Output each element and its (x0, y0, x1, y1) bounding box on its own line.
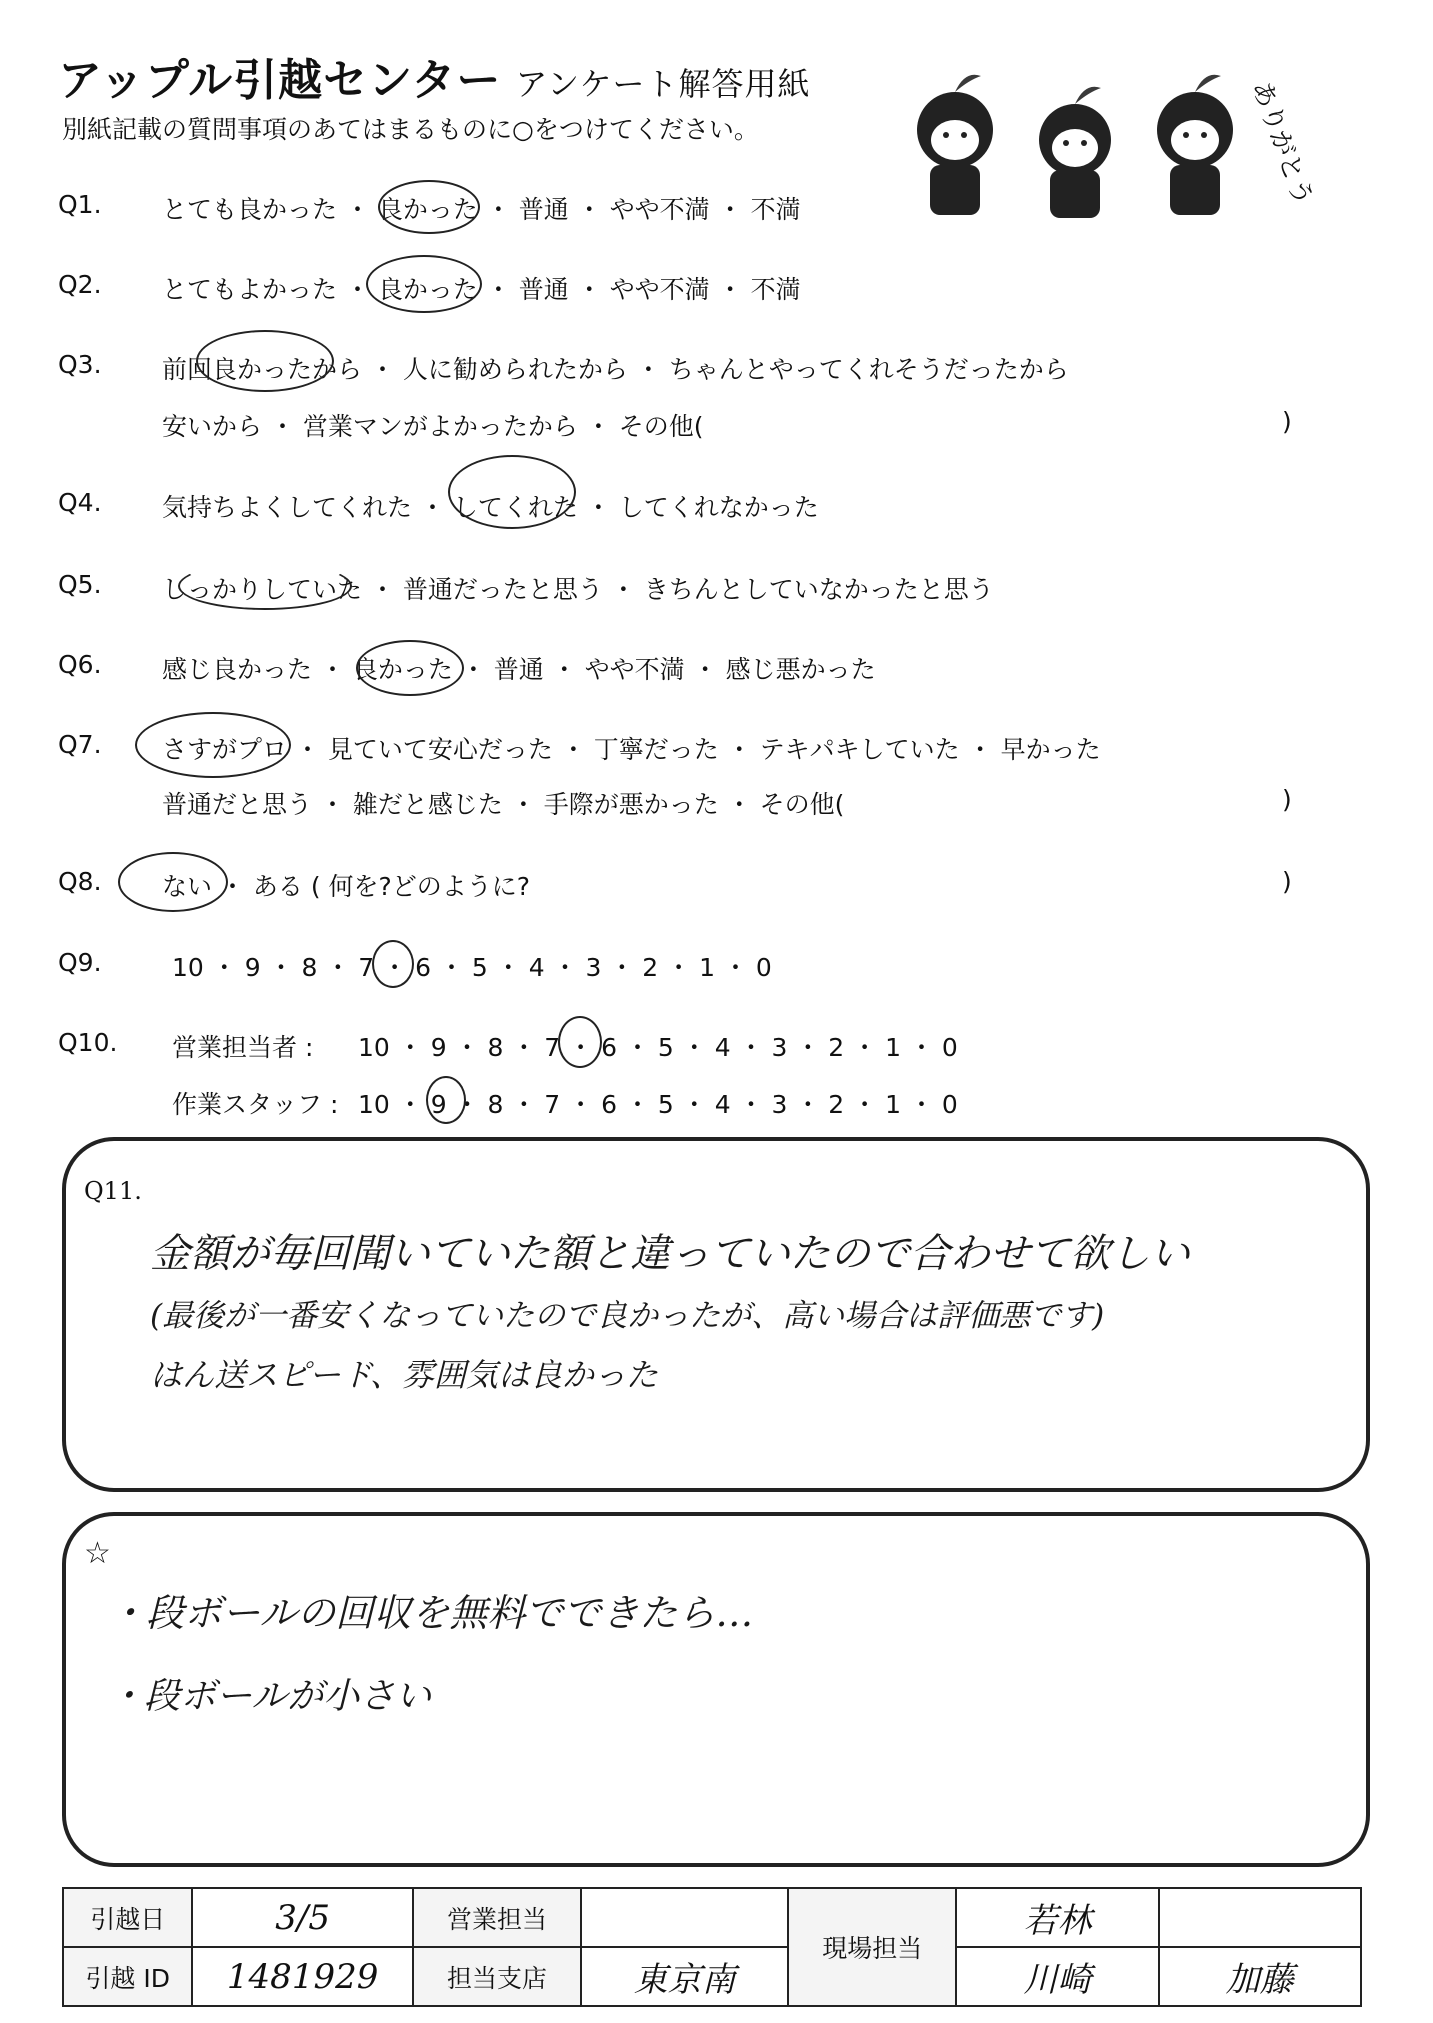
sales-staff-label: 営業担当 (413, 1888, 581, 1947)
q8-selected-circle (118, 852, 228, 912)
q1-number: Q1. (58, 190, 102, 219)
q7-selected-circle (135, 712, 291, 778)
branch-label: 担当支店 (413, 1947, 581, 2006)
q2-options: とてもよかった ・ 良かった ・ 普通 ・ やや不満 ・ 不満 (162, 275, 801, 304)
sales-staff-value (581, 1888, 788, 1947)
q9-selected-circle (372, 940, 414, 988)
q11-handwritten-line2: (最後が一番安くなっていたので良かったが、高い場合は評価悪です) (150, 1298, 1105, 1334)
q1-selected-circle (378, 180, 480, 234)
q11-label: Q11. (84, 1177, 142, 1205)
move-id-value: 1481929 (192, 1947, 412, 2006)
move-id-label: 引越 ID (63, 1947, 192, 2006)
q3-close-paren: ) (1282, 407, 1292, 436)
q10-number: Q10. (58, 1028, 118, 1057)
branch-value: 東京南 (581, 1947, 788, 2006)
q3-options-line2: 安いから ・ 営業マンがよかったから ・ その他( (162, 412, 704, 441)
q6-options: 感じ良かった ・ 良かった ・ 普通 ・ やや不満 ・ 感じ悪かった (162, 655, 876, 684)
q3-selected-circle (196, 330, 334, 392)
q6-selected-circle (356, 640, 464, 696)
field-staff-3: 加藤 (1159, 1947, 1361, 2006)
q8-options: ない ・ ある ( 何を?どのように? (162, 872, 531, 901)
q1-options: とても良かった ・ 良かった ・ 普通 ・ やや不満 ・ 不満 (162, 195, 801, 224)
footer-info-table (62, 1887, 1362, 2007)
instruction-text: 別紙記載の質問事項のあてはまるものに○をつけてください。 (62, 115, 759, 144)
field-staff-label: 現場担当 (788, 1888, 956, 2006)
q2-number: Q2. (58, 270, 102, 299)
q11-handwritten-line1: 金額が毎回聞いていた額と違っていたので合わせて欲しい (150, 1231, 1190, 1277)
q5-selected-underline (178, 562, 352, 610)
q9-number: Q9. (58, 948, 102, 977)
form-title: アップル引越センター アンケート解答用紙 (58, 55, 811, 106)
star-icon: ☆ (84, 1536, 111, 1571)
form-subtitle: アンケート解答用紙 (515, 65, 811, 103)
q10-staff-selected-circle (426, 1076, 466, 1124)
q3-number: Q3. (58, 350, 102, 379)
q4-number: Q4. (58, 488, 102, 517)
mascot-thanks-text: ありがとう (1245, 77, 1319, 210)
q11-handwritten-line3: はん送スピード、雰囲気は良かった (150, 1356, 658, 1394)
q5-number: Q5. (58, 570, 102, 599)
q10-sales-selected-circle (558, 1016, 602, 1068)
move-date-label: 引越日 (63, 1888, 192, 1947)
q10-staff-label: 作業スタッフ : (172, 1090, 339, 1119)
q7-options-line2: 普通だと思う ・ 雑だと感じた ・ 手際が悪かった ・ その他( (162, 790, 845, 819)
q4-options: 気持ちよくしてくれた ・ してくれた ・ してくれなかった (162, 493, 819, 522)
q7-close-paren: ) (1282, 785, 1292, 814)
q6-number: Q6. (58, 650, 102, 679)
field-staff-1: 若林 (956, 1888, 1158, 1947)
q7-options-line1: さすがプロ ・ 見ていて安心だった ・ 丁寧だった ・ テキパキしていた ・ 早かった (162, 735, 1101, 764)
monkey-mascots-illustration (900, 55, 1330, 225)
q4-selected-circle (448, 455, 576, 529)
move-date-value: 3/5 (192, 1888, 412, 1947)
q8-close-paren: ) (1282, 867, 1292, 896)
field-staff-empty (1159, 1888, 1361, 1947)
q3-options-line1: 前回良かったから ・ 人に勧められたから ・ ちゃんとやってくれそうだったから (162, 355, 1069, 384)
star-handwritten-line1: ・段ボールの回収を無料でできたら… (108, 1591, 754, 1635)
q10-sales-options: 10 ・ 9 ・ 8 ・ 7 ・ 6 ・ 5 ・ 4 ・ 3 ・ 2 ・ 1 ・ 0 (358, 1033, 958, 1062)
field-staff-2: 川崎 (956, 1947, 1158, 2006)
q8-number: Q8. (58, 867, 102, 896)
q2-selected-circle (366, 255, 482, 313)
q7-number: Q7. (58, 730, 102, 759)
q10-staff-options: 10 ・ 9 ・ 8 ・ 7 ・ 6 ・ 5 ・ 4 ・ 3 ・ 2 ・ 1 ・ 0 (358, 1090, 958, 1119)
star-handwritten-line2: ・段ボールが小さい (108, 1676, 432, 1717)
q9-options: 10 ・ 9 ・ 8 ・ 7 ・ 6 ・ 5 ・ 4 ・ 3 ・ 2 ・ 1 ・ 0 (172, 953, 772, 982)
q5-options: しっかりしていた ・ 普通だったと思う ・ きちんとしていなかったと思う (162, 575, 994, 604)
q10-sales-label: 営業担当者 : (172, 1033, 314, 1062)
